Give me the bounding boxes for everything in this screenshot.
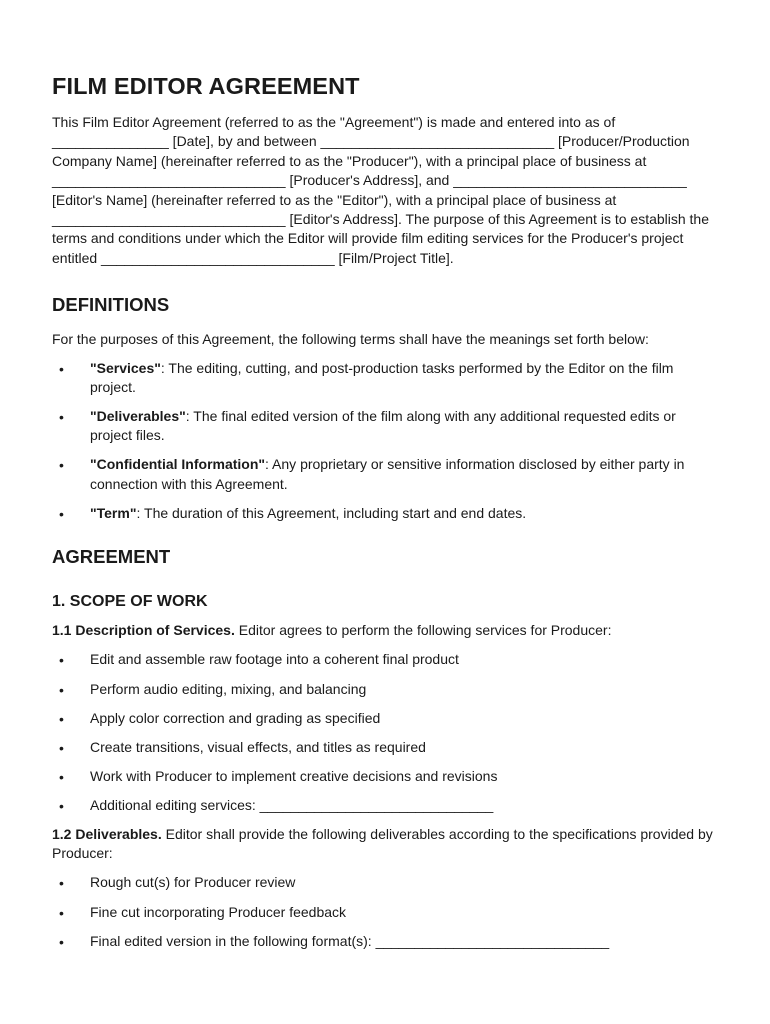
definitions-list: [52, 359, 730, 523]
definitions-heading: DEFINITIONS: [52, 294, 170, 316]
definition-term: "Services": [90, 359, 161, 376]
list-item: • Create transitions, visual effects, and titles as required: [52, 738, 730, 757]
definition-text: : Any proprietary or sensitive information disclosed by either party in connection with this Agreement.: [90, 456, 685, 492]
definition-text: : The duration of this Agreement, including start and end dates.: [136, 504, 527, 521]
definition-term: "Deliverables": [90, 407, 186, 424]
definition-term: "Term": [90, 504, 137, 521]
definition-text: : The final edited version of the film along with any additional requested edits or project files.: [90, 407, 676, 444]
list-item: [52, 407, 720, 446]
services-list: [52, 650, 730, 815]
list-item: [52, 455, 720, 494]
list-item: [52, 359, 720, 398]
agreement-heading: AGREEMENT: [52, 546, 171, 567]
list-item: • Rough cut(s) for Producer review: [52, 873, 730, 892]
definition-text: : The editing, cutting, and post-production tasks performed by the Editor on the film project.: [90, 359, 674, 396]
intro-paragraph: This Film Editor Agreement (referred to as the "Agreement") is made and entered into as of _______________ [Date], by and between ______________________________ [Producer/Production Company Name] (hereinafter referred to as the "Producer"), with a principal place of business at ______________________________ [Producer's Address], and ______________________________ [Editor's Name] (hereinafter referred to as the "Editor"), with a principal place of business at ______________________________ [Editor's Address]. The purpose of this Agreement is to establish the terms and conditions under which the Editor will provide film editing services for the Producer's project entitled ______________________________ [Film/Project Title].: [52, 114, 710, 266]
list-item: • Edit and assemble raw footage into a coherent final product: [52, 650, 730, 669]
list-item: • Work with Producer to implement creative decisions and revisions: [52, 767, 730, 786]
section-1-2: [52, 825, 724, 864]
section-label: 1.2 Deliverables.: [52, 825, 162, 842]
list-item: [52, 504, 720, 523]
section-label: 1.1 Description of Services.: [52, 622, 235, 638]
section-text: Editor agrees to perform the following services for Producer:: [234, 622, 612, 638]
list-item: • Final edited version in the following format(s): ______________________________: [52, 932, 730, 951]
list-item: • Fine cut incorporating Producer feedback: [52, 903, 730, 922]
document-title: FILM EDITOR AGREEMENT: [52, 73, 360, 99]
list-item: • Additional editing services: ______________________________: [52, 796, 730, 815]
scope-heading: 1. SCOPE OF WORK: [52, 593, 208, 610]
section-1-1: [52, 621, 730, 640]
deliverables-list: [52, 873, 730, 951]
definition-term: "Confidential Information": [90, 456, 266, 473]
list-item: • Apply color correction and grading as specified: [52, 709, 730, 728]
definitions-lead: For the purposes of this Agreement, the following terms shall have the meanings set forth below:: [52, 331, 649, 348]
list-item: • Perform audio editing, mixing, and balancing: [52, 680, 730, 699]
section-text: Editor shall provide the following deliverables according to the specifications provided by Producer:: [52, 825, 713, 862]
